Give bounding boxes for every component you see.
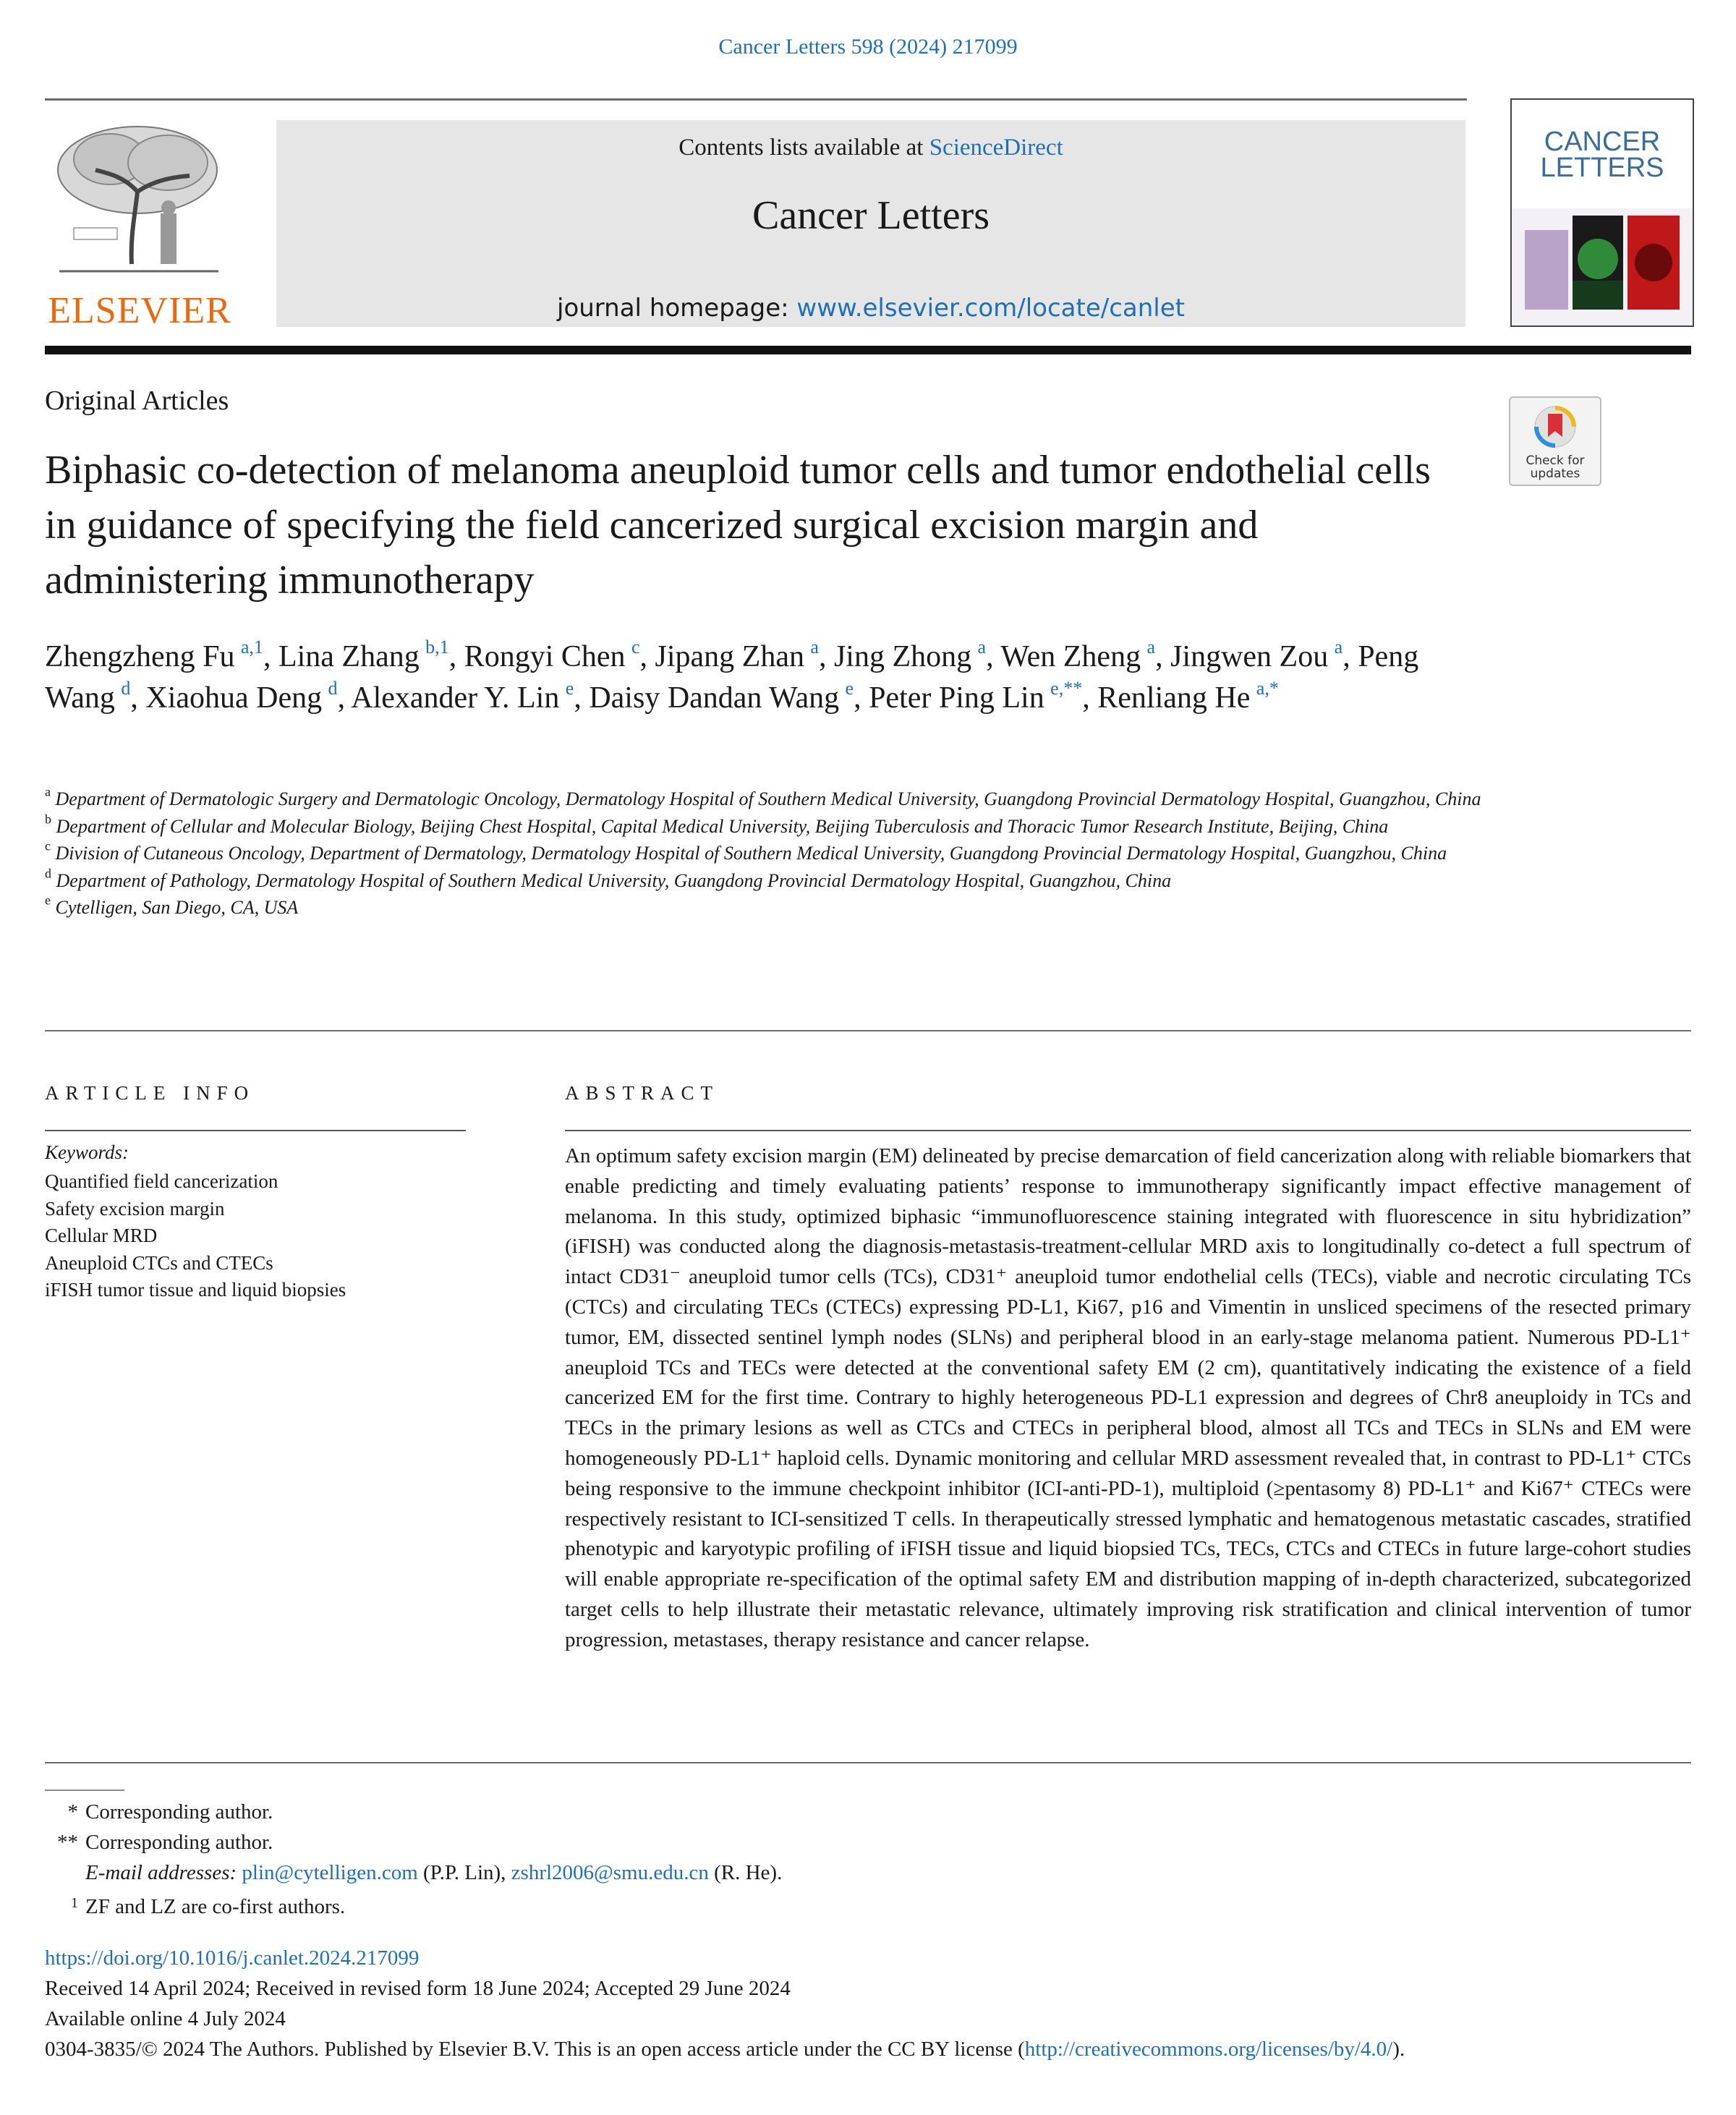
author-name[interactable]: Renliang He bbox=[1097, 681, 1251, 715]
affiliation-text: Department of Dermatologic Surgery and Dermatologic Oncology, Dermatology Hospital of Southern Medical University, Guangdong Provincial Dermatology Hospital, Guangzhou, China bbox=[55, 788, 1481, 809]
keyword-item[interactable]: Quantified field cancerization bbox=[45, 1170, 278, 1192]
author-affiliation-marker[interactable]: c bbox=[631, 636, 640, 658]
author-name[interactable]: Zhengzheng Fu bbox=[45, 640, 235, 673]
section-rule bbox=[45, 1030, 1691, 1031]
contents-prefix: Contents lists available at bbox=[678, 135, 929, 161]
email-owner-lin: (P.P. Lin), bbox=[417, 1861, 511, 1884]
author-affiliation-marker[interactable]: e bbox=[845, 677, 854, 699]
tree-icon bbox=[45, 119, 234, 286]
footnote-text: Corresponding author. bbox=[85, 1800, 273, 1824]
cover-title-line1: CANCER bbox=[1544, 127, 1661, 157]
footnote-rule bbox=[45, 1790, 124, 1791]
sciencedirect-link[interactable]: ScienceDirect bbox=[929, 135, 1063, 161]
abstract-heading: ABSTRACT bbox=[565, 1082, 720, 1104]
keyword-item[interactable]: Cellular MRD bbox=[45, 1225, 158, 1246]
author-affiliation-marker[interactable]: a,1 bbox=[240, 636, 263, 658]
author-name[interactable]: Rongyi Chen bbox=[464, 640, 626, 673]
affiliation-text: Department of Pathology, Dermatology Hospital of Southern Medical University, Guangdong Provincial Dermatology Hospital, Guangzhou, China bbox=[56, 869, 1172, 891]
abstract-text: An optimum safety excision margin (EM) delineated by precise demarcation of field cancerization along with reliable biomarkers that enable predicting and timely evaluating patients’ response to immunotherapy significantly impact effective management of melanoma. In this study, optimized biphasic “immunofluorescence staining integrated with fluorescence in situ hybridization” (iFISH) was conducted along the diagnosis-metastasis-treatment-cellular MRD axis to longitudinally co-detect a full spectrum of intact CD31⁻ aneuploid tumor cells (TCs), CD31⁺ aneuploid tumor endothelial cells (TECs), viable and necrotic circulating TCs (CTCs) and circulating TECs (CTECs) expressing PD-L1, Ki67, p16 and Vimentin in unsliced specimens of the resected primary tumor, EM, dissected sentinel lymph nodes (SLNs) and peripheral blood in an early-stage melanoma patient. Numerous PD-L1⁺ aneuploid TCs and TECs were detected at the conventional safety EM (2 cm), quantitatively indicating the existence of a field cancerized EM for the first time. Contrary to highly heterogeneous PD-L1 expression and degrees of Chr8 aneuploidy in TCs and TECs in the primary lesions as well as CTCs and CTECs in peripheral blood, almost all TCs and TECs in SLNs and EM were homogeneously PD-L1⁺ haploid cells. Dynamic monitoring and cellular MRD assessment revealed that, in contrast to PD-L1⁺ CTCs being responsive to the immune checkpoint inhibitor (ICI-anti-PD-1), multiploid (≥pentasomy 8) PD-L1⁺ and Ki67⁺ CTECs were respectively resistant to ICI-sensitized T cells. In therapeutically stressed lymphatic and hematogenous metastatic cascades, stratified phenotypic and karyotypic profiling of iFISH tissue and liquid biopsied TCs, TECs, CTCs and CTECs in future large-cohort studies will enable appropriate re-specification of the optimal safety EM and distribution mapping of in-depth characterized, subcategorized target cells to help illustrate their metastatic relevance, ultimately improving risk stratification and clinical intervention of tumor progression, metastases, therapy resistance and cancer relapse. bbox=[565, 1144, 1691, 1651]
footnote-corresponding-2 bbox=[45, 1827, 782, 1857]
footnote-text: Corresponding author. bbox=[85, 1831, 273, 1854]
affiliation-item bbox=[45, 813, 1492, 841]
cover-title bbox=[1512, 129, 1693, 181]
affiliation-item bbox=[45, 786, 1492, 813]
author-affiliation-marker[interactable]: d bbox=[121, 677, 131, 699]
footnote-emails bbox=[45, 1857, 782, 1888]
check-line2: updates bbox=[1530, 467, 1580, 481]
top-rule bbox=[45, 98, 1467, 101]
author-name[interactable]: Jing Zhong bbox=[833, 640, 972, 673]
journal-header-box bbox=[276, 120, 1465, 327]
footnote-cofirst bbox=[45, 1888, 782, 1922]
author-affiliation-marker[interactable]: d bbox=[328, 677, 338, 699]
keywords-list bbox=[45, 1168, 346, 1304]
author-name[interactable]: Daisy Dandan Wang bbox=[589, 681, 840, 715]
author-name[interactable]: Xiaohua Deng bbox=[145, 681, 323, 715]
author-name[interactable]: Jipang Zhan bbox=[655, 640, 804, 673]
publication-info bbox=[45, 1943, 1405, 2064]
footer-rule bbox=[45, 1762, 1691, 1763]
check-for-updates-label bbox=[1510, 454, 1600, 480]
author-name[interactable]: Alexander Y. Lin bbox=[351, 681, 560, 715]
email-link-lin[interactable]: plin@cytelligen.com bbox=[242, 1861, 418, 1884]
author-affiliation-marker[interactable]: e,** bbox=[1050, 677, 1083, 699]
author-name[interactable]: Peng Wang bbox=[45, 640, 1419, 715]
author-affiliation-marker[interactable]: a bbox=[977, 636, 987, 658]
online-date: Available online 4 July 2024 bbox=[45, 2007, 286, 2030]
article-type: Original Articles bbox=[45, 386, 229, 416]
article-info-rule bbox=[45, 1130, 466, 1131]
license-link[interactable]: http://creativecommons.org/licenses/by/4.0/ bbox=[1024, 2038, 1393, 2061]
bookmark-icon bbox=[1533, 404, 1577, 450]
author-affiliation-marker[interactable]: a,* bbox=[1256, 677, 1279, 699]
author-affiliation-marker[interactable]: a bbox=[1334, 636, 1343, 658]
author-affiliation-marker[interactable]: a bbox=[810, 636, 819, 658]
email-label: E-mail addresses: bbox=[85, 1861, 242, 1884]
header-thick-rule bbox=[45, 346, 1691, 354]
footnote-mark: ** bbox=[57, 1831, 78, 1854]
keywords-label: Keywords: bbox=[45, 1141, 129, 1163]
journal-citation[interactable]: Cancer Letters 598 (2024) 217099 bbox=[718, 35, 1018, 59]
author-affiliation-marker[interactable]: e bbox=[565, 677, 574, 699]
footnote-mark: * bbox=[67, 1800, 78, 1824]
author-affiliation-marker[interactable]: b,1 bbox=[425, 636, 449, 658]
author-name[interactable]: Jingwen Zou bbox=[1170, 640, 1329, 673]
article-title: Biphasic co-detection of melanoma aneuploid tumor cells and tumor endothelial cells in guidance of specifying the field cancerized surgical excision margin and administering immunotherapy bbox=[45, 448, 1431, 603]
affiliation-item bbox=[45, 894, 1492, 922]
cover-image-icon bbox=[1512, 208, 1693, 325]
license-line bbox=[45, 2034, 1405, 2064]
article-info-heading: ARTICLE INFO bbox=[45, 1082, 255, 1104]
doi-link[interactable]: https://doi.org/10.1016/j.canlet.2024.217099 bbox=[45, 1946, 420, 1970]
elsevier-wordmark: ELSEVIER bbox=[48, 290, 231, 331]
author-name[interactable]: Lina Zhang bbox=[278, 640, 420, 673]
license-prefix: 0304-3835/© 2024 The Authors. Published by Elsevier B.V. This is an open access article under the CC BY license ( bbox=[45, 2038, 1025, 2061]
journal-cover-thumbnail[interactable] bbox=[1510, 98, 1694, 327]
affiliation-list bbox=[45, 786, 1492, 922]
homepage-link[interactable]: www.elsevier.com/locate/canlet bbox=[796, 294, 1185, 323]
affiliation-mark: e bbox=[45, 893, 51, 908]
affiliation-item bbox=[45, 840, 1492, 867]
author-list: Zhengzheng Fu $^{a,1}$, Lina Zhang $^{b,1}$, Rongyi Chen $^c$, Jipang Zhan $^a$, Jing Zhong $^a$, Wen Zheng $^a$, Jingwen Zou $^a$, Peng Wang $^d$, Xiaohua Deng $^d$, Alexander Y. Lin $^e$, Daisy Dandan Wang $^e$, Peter Ping Lin $^{e,**}$, Renliang He $^{a,*}$ bbox=[45, 636, 1419, 715]
affiliation-mark: b bbox=[45, 811, 51, 826]
homepage-prefix: journal homepage: bbox=[557, 294, 797, 323]
license-suffix: ). bbox=[1392, 2038, 1405, 2061]
keyword-item[interactable]: Aneuploid CTCs and CTECs bbox=[45, 1251, 273, 1274]
email-owner-he: (R. He). bbox=[708, 1861, 783, 1884]
affiliation-text: Department of Cellular and Molecular Biology, Beijing Chest Hospital, Capital Medical University, Beijing Tuberculosis and Thoracic Tumor Research Institute, Beijing, China bbox=[56, 815, 1389, 837]
author-affiliation-marker[interactable]: a bbox=[1146, 636, 1156, 658]
affiliation-text: Division of Cutaneous Oncology, Department of Dermatology, Dermatology Hospital of Southern Medical University, Guangdong Provincial Dermatology Hospital, Guangzhou, China bbox=[55, 843, 1447, 864]
affiliation-mark: c bbox=[45, 838, 51, 854]
homepage-line bbox=[276, 294, 1465, 323]
keyword-item[interactable]: Safety excision margin bbox=[45, 1197, 225, 1220]
affiliation-mark: d bbox=[45, 865, 51, 880]
contents-line bbox=[276, 135, 1465, 161]
author-name[interactable]: Peter Ping Lin bbox=[869, 681, 1044, 715]
check-for-updates-button[interactable] bbox=[1509, 396, 1601, 486]
check-line1: Check for bbox=[1526, 454, 1585, 468]
keyword-item[interactable]: iFISH tumor tissue and liquid biopsies bbox=[45, 1279, 346, 1301]
affiliation-text: Cytelligen, San Diego, CA, USA bbox=[55, 897, 299, 918]
footnote-corresponding-1 bbox=[45, 1797, 782, 1827]
affiliation-item bbox=[45, 867, 1492, 895]
footnote-text: ZF and LZ are co-first authors. bbox=[85, 1895, 346, 1918]
footnotes bbox=[45, 1797, 782, 1922]
history-dates: Received 14 April 2024; Received in revised form 18 June 2024; Accepted 29 June 2024 bbox=[45, 1977, 791, 2000]
footnote-mark: 1 bbox=[71, 1895, 78, 1911]
journal-name: Cancer Letters bbox=[752, 193, 990, 238]
affiliation-mark: a bbox=[45, 784, 51, 799]
abstract-rule bbox=[565, 1130, 1691, 1131]
author-name[interactable]: Wen Zheng bbox=[1000, 640, 1141, 673]
cover-title-line2: LETTERS bbox=[1540, 153, 1664, 183]
email-link-he[interactable]: zshrl2006@smu.edu.cn bbox=[511, 1861, 709, 1884]
